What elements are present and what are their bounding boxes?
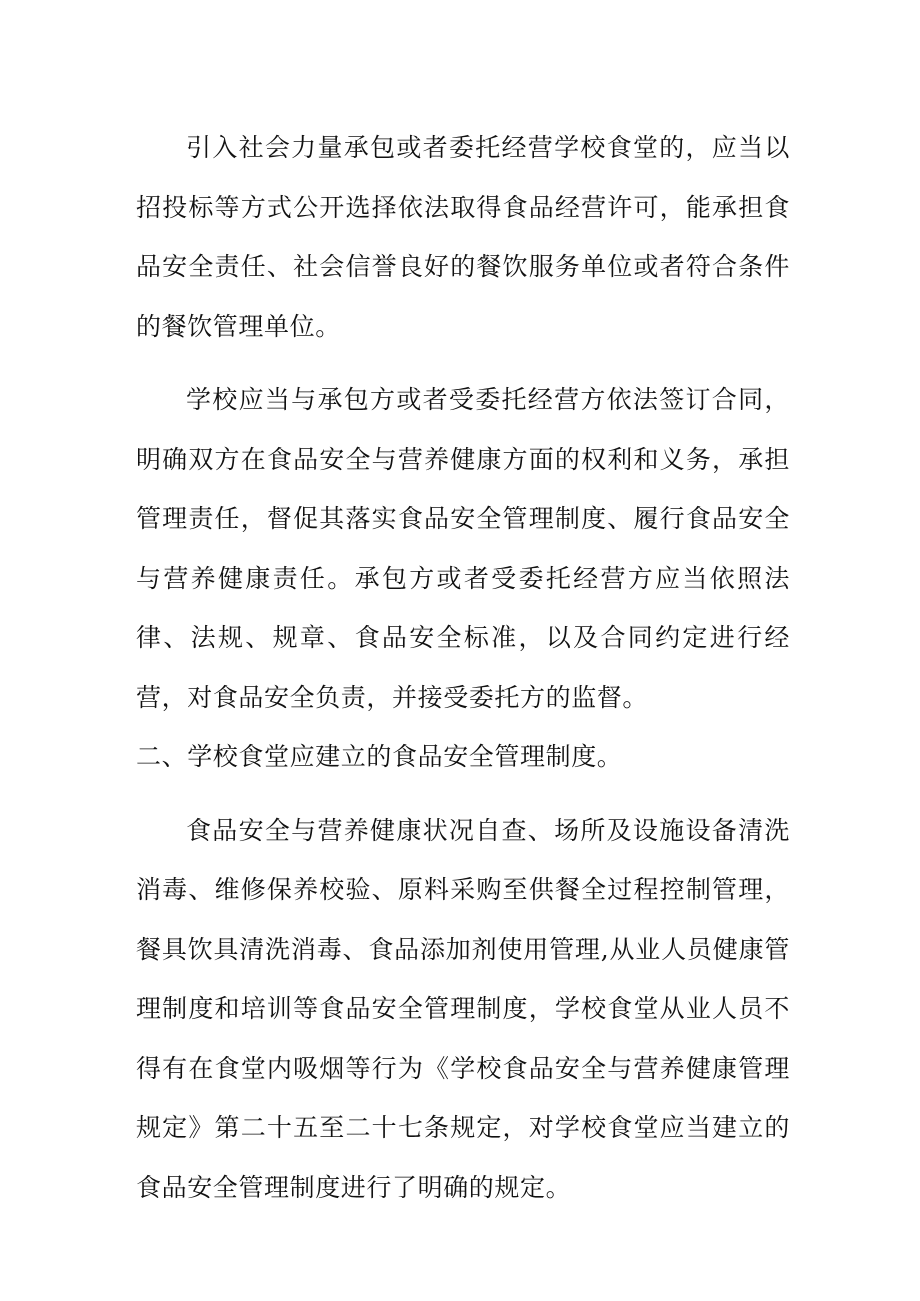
section-heading: 二、学校食堂应建立的食品安全管理制度。 [136, 742, 623, 771]
paragraph-contract: 学校应当与承包方或者受委托经营方依法签订合同，明确双方在食品安全与营养健康方面的权利和义务，承担管理责任，督促其落实食品安全管理制度、履行食品安全与营养健康责任。承包方或者受委托经营方应当依照法律、法规、规章、食品安全标准，以及合同约定进行经营，对食品安全负责，并接受委托方的监督。 [136, 385, 790, 712]
paragraph-outsourcing: 引入社会力量承包或者委托经营学校食堂的，应当以招投标等方式公开选择依法取得食品经营许可，能承担食品安全责任、社会信誉良好的餐饮服务单位或者符合条件的餐饮管理单位。 [136, 133, 790, 341]
paragraph-gap [136, 356, 790, 370]
paragraph-gap [136, 787, 790, 801]
document-body [136, 118, 790, 1217]
paragraph-management-system: 食品安全与营养健康状况自查、场所及设施设备清洗消毒、维修保养校验、原料采购至供餐全过程控制管理，餐具饮具清洗消毒、食品添加剂使用管理,从业人员健康管理制度和培训等食品安全管理制度，学校食堂从业人员不得有在食堂内吸烟等行为《学校食品安全与营养健康管理规定》第二十五至二十七条规定，对学校食堂应当建立的食品安全管理制度进行了明确的规定。 [136, 815, 790, 1202]
